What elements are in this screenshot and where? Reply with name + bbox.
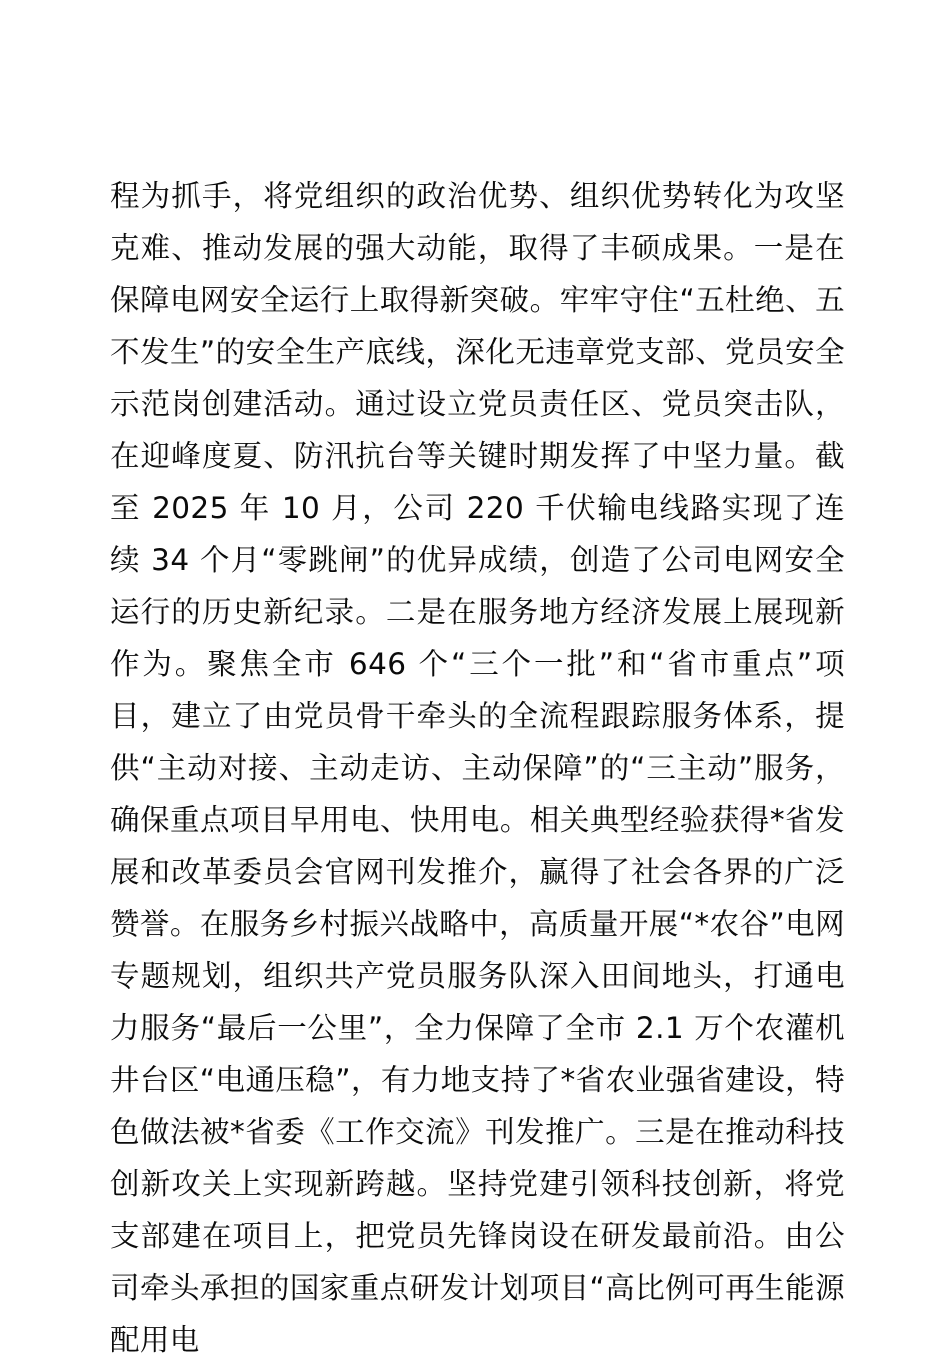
document-body: [110, 170, 845, 1366]
body-paragraph: 程为抓手，将党组织的政治优势、组织优势转化为攻坚克难、推动发展的强大动能，取得了丰硕成果。一是在保障电网安全运行上取得新突破。牢牢守住“五杜绝、五不发生”的安全生产底线，深化无违章党支部、党员安全示范岗创建活动。通过设立党员责任区、党员突击队，在迎峰度夏、防汛抗台等关键时期发挥了中坚力量。截至 2025 年 10 月，公司 220 千伏输电线路实现了连续 34 个月“零跳闸”的优异成绩，创造了公司电网安全运行的历史新纪录。二是在服务地方经济发展上展现新作为。聚焦全市 646 个“三个一批”和“省市重点”项目，建立了由党员骨干牵头的全流程跟踪服务体系，提供“主动对接、主动走访、主动保障”的“三主动”服务，确保重点项目早用电、快用电。相关典型经验获得*省发展和改革委员会官网刊发推介，赢得了社会各界的广泛赞誉。在服务乡村振兴战略中，高质量开展“*农谷”电网专题规划，组织共产党员服务队深入田间地头，打通电力服务“最后一公里”，全力保障了全市 2.1 万个农灌机井台区“电通压稳”，有力地支持了*省农业强省建设，特色做法被*省委《工作交流》刊发推广。三是在推动科技创新攻关上实现新跨越。坚持党建引领科技创新，将党支部建在项目上，把党员先锋岗设在研发最前沿。由公司牵头承担的国家重点研发计划项目“高比例可再生能源配用电: [110, 179, 845, 1357]
